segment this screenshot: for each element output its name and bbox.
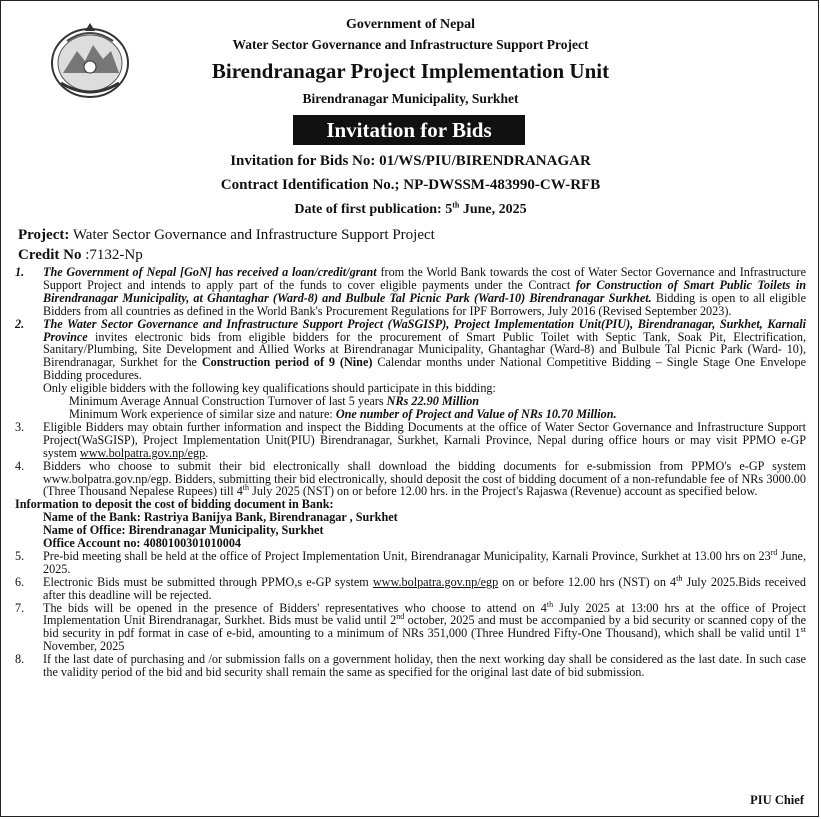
list-item: 2. The Water Sector Governance and Infrastructure Support Project (WaSGISP), Project Implementation Unit(PIU), Birendranagar, Surkhet, Karnali Province invites electronic bids from eligible bidders for the procurement of Smart Public Toilet with Septic Tank, Soak Pit, Electrification, Sanitary/Plumbing, Site Development and Allied Works at Birendranagar Municipality, Ghantaghar (Ward-8) and Bulbule Tal Picnic Park (Ward- 10), Birendranagar, Surkhet for the Construction period of 9 (Nine) Calendar months under National Competitive Bidding – Single Stage One Envelope Bidding procedures.	[15, 316, 807, 383]
project-line: Project: Water Sector Governance and Infrastructure Support Project	[18, 227, 435, 243]
egp-link[interactable]: www.bolpatra.gov.np/egp	[372, 574, 499, 589]
list-item: 6. Electronic Bids must be submitted through PPMO,s e-GP system www.bolpatra.gov.np/egp on or before 12.00 hrs (NST) on 4th July 2025.Bids received after this deadline will be rejected.	[15, 573, 806, 602]
publication-date: Date of first publication: 5th June, 2025	[294, 200, 527, 217]
municipality-heading: Birendranagar Municipality, Surkhet	[302, 91, 519, 106]
list-item: 3. Eligible Bidders may obtain further information and inspect the Bidding Documents at the office of Water Sector Governance and Infrastructure Support Project(WaSGISP), Project Implementation Unit(PIU) Birendranagar, Surkhet, Karnali Province, Nepal during office hours or may visit PPMO e-GP system www.bolpatra.gov.np/egp.	[15, 419, 806, 460]
notice-body	[15, 266, 806, 679]
bank-info-title: Information to deposit the cost of bidding document in Bank:	[15, 497, 334, 512]
qualification-intro: Only eligible bidders with the following key qualifications should participate in this bidding:	[43, 381, 496, 396]
government-heading: Government of Nepal	[345, 17, 476, 32]
office-account: Office Account no: 4080100301010004	[43, 536, 242, 551]
credit-line: Credit No :7132-Np	[18, 247, 143, 263]
egp-link[interactable]: www.bolpatra.gov.np/egp	[79, 445, 206, 460]
list-item: 5. Pre-bid meeting shall be held at the office of Project Implementation Unit, Birendranagar Municipality, Karnali Province, Surkhet at 13.00 hrs on 23rd June, 2025.	[15, 547, 807, 576]
unit-heading: Birendranagar Project Implementation Unit	[211, 59, 610, 83]
contract-id: Contract Identification No.; NP-DWSSM-483990-CW-RFB	[220, 177, 601, 193]
qualification-turnover: Minimum Average Annual Construction Turnover of last 5 years NRs 22.90 Million	[69, 394, 480, 409]
bank-name: Name of the Bank: Rastriya Banijya Bank, Birendranagar , Surkhet	[43, 510, 398, 525]
list-item: 4. Bidders who choose to submit their bid electronically shall download the bidding documents for e-submission from PPMO's e-GP system www.bolpatra.gov.np/egp. Bidders, submitting their bid electronically, should deposit the cost of bidding document of a non-refundable fee of NRs 3000.00 (Three Thousand Nepalese Rupees) till 4th July 2025 (NST) on or before 12.00 hrs. in the Project's Rajaswa (Revenue) account as specified below.	[15, 458, 806, 499]
signature: PIU Chief	[750, 793, 804, 807]
ifb-number: Invitation for Bids No: 01/WS/PIU/BIRENDRANAGAR	[230, 153, 591, 169]
list-item: 7. The bids will be opened in the presence of Bidders' representatives who choose to attend on 4th July 2025 at 13:00 hrs at the office of Project Implementation Unit Birendranagar, Surkhet. Bids must be valid until 2nd october, 2025 and must be accompanied by a bid security or scanned copy of the bid security in pdf format in case of e-bid, amounting to a minimum of NRs 351,000 (Three Hundred Fifty-One Thousand), which shall be valid until 1st November, 2025	[15, 599, 806, 654]
list-item: 1. The Government of Nepal [GoN] has received a loan/credit/grant from the World Bank towards the cost of Water Sector Governance and Infrastructure Support Project and intends to apply part of the funds to cover eligible payments under the Contract for Construction of Smart Public Toilets in Birendranagar Municipality, at Ghantaghar (Ward-8) and Bulbule Tal Picnic Park (Ward-10) Birendranagar Surkhet. Bidding is open to all eligible Bidders from all countries as defined in the World Bank's Procurement Regulations for IPF Borrowers, July 2016 (Revised September 2023).	[15, 265, 807, 318]
list-item: 8. If the last date of purchasing and /or submission falls on a government holiday, then the next working day shall be considered as the last date. In such case the validity period of the bid and bid security shall remain the same as specified for the original last date of bid submission.	[15, 652, 806, 680]
invitation-banner: Invitation for Bids	[293, 115, 525, 145]
office-name: Name of Office: Birendranagar Municipality, Surkhet	[43, 523, 324, 538]
qualification-experience: Minimum Work experience of similar size and nature: One number of Project and Value of NRs 10.70 Million.	[69, 406, 617, 421]
program-heading: Water Sector Governance and Infrastructure Support Project	[232, 37, 589, 52]
